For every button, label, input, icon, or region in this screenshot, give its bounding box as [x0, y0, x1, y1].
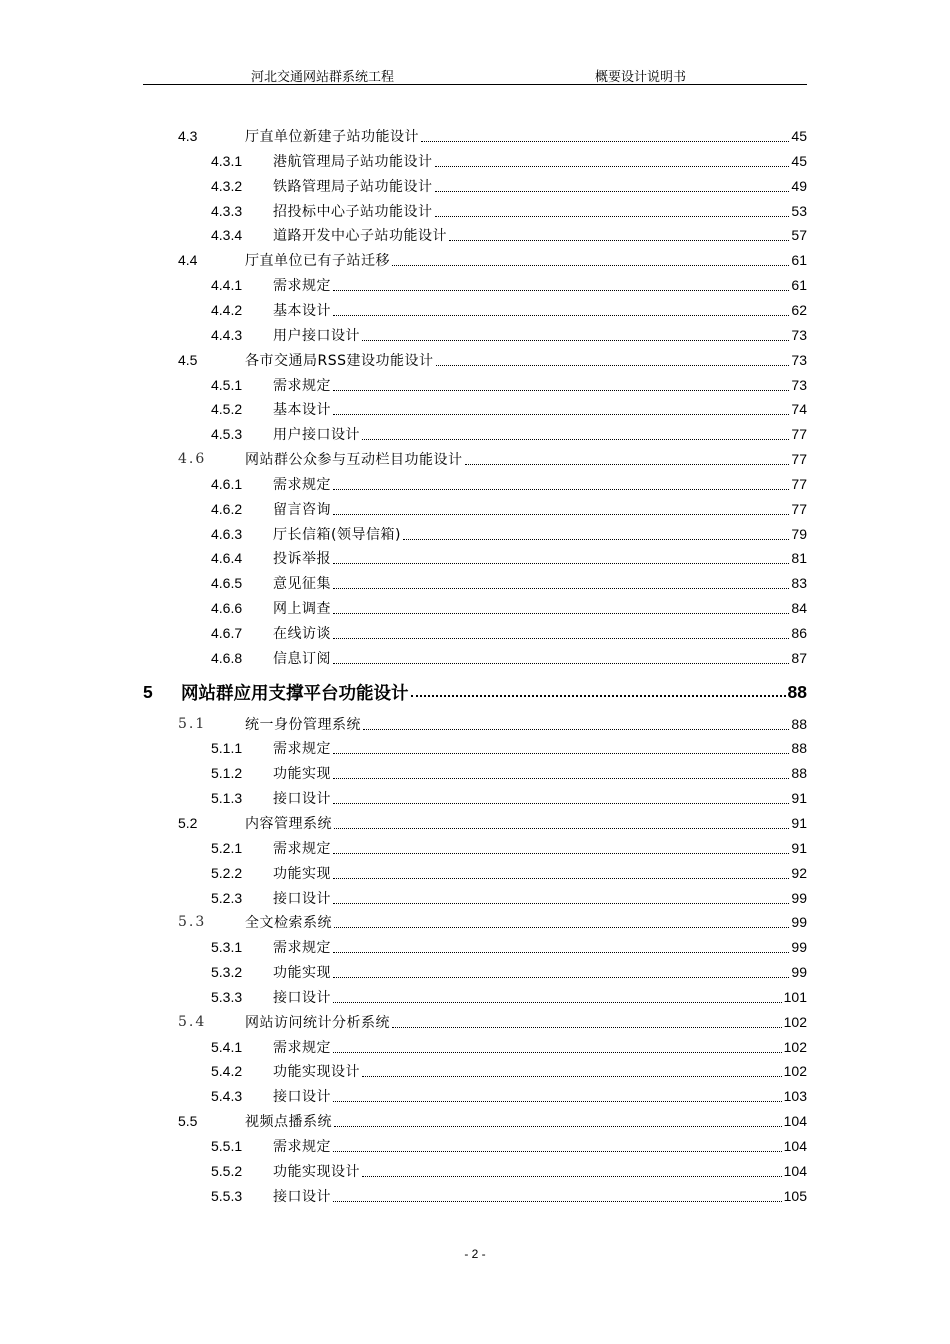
toc-entry[interactable] — [143, 1084, 807, 1108]
toc-dot-leader — [333, 1100, 782, 1102]
toc-entry-title: 用户接口设计 — [273, 427, 360, 444]
toc-dot-leader — [411, 694, 786, 697]
toc-entry[interactable] — [143, 397, 807, 421]
toc-entry-title: 网上调查 — [273, 601, 331, 618]
toc-entry-page: 87 — [791, 649, 807, 666]
toc-entry-title: 铁路管理局子站功能设计 — [273, 178, 433, 195]
toc-dot-leader — [333, 389, 789, 391]
toc-dot-leader — [362, 339, 789, 341]
toc-entry-page: 88 — [787, 682, 807, 703]
toc-dot-leader — [392, 264, 789, 266]
toc-dot-leader — [334, 1125, 782, 1127]
toc-entry-number: 4.6.8 — [211, 649, 243, 666]
toc-entry-title: 功能实现设计 — [273, 1064, 360, 1081]
toc-dot-leader — [333, 513, 789, 515]
toc-dot-leader — [392, 1026, 782, 1028]
toc-entry-title: 接口设计 — [273, 989, 331, 1006]
toc-entry-number: 4.5 — [178, 351, 198, 368]
toc-entry-title: 功能实现 — [273, 865, 331, 882]
toc-entry-page: 104 — [783, 1138, 807, 1154]
toc-entry-page: 73 — [791, 376, 807, 393]
toc-dot-leader — [449, 239, 789, 241]
toc-dot-leader — [435, 190, 790, 192]
toc-entry-page: 99 — [791, 889, 807, 906]
toc-entry-title: 留言咨询 — [273, 501, 331, 518]
toc-entry[interactable] — [143, 1059, 807, 1083]
toc-entry-page: 104 — [783, 1162, 807, 1179]
toc-entry-page: 91 — [791, 790, 807, 807]
toc-dot-leader — [333, 662, 789, 664]
toc-entry-page: 104 — [783, 1113, 807, 1130]
toc-dot-leader — [333, 587, 789, 589]
toc-dot-leader — [403, 538, 789, 540]
toc-entry[interactable] — [143, 348, 807, 372]
toc-dot-leader — [363, 728, 789, 730]
toc-entry-page: 61 — [791, 277, 807, 294]
toc-entry-title: 厅直单位已有子站迁移 — [245, 253, 390, 270]
toc-entry-number: 4.6 — [178, 451, 207, 468]
toc-dot-leader — [334, 827, 789, 829]
toc-entry-title: 需求规定 — [273, 840, 331, 857]
toc-entry-number: 4.6.1 — [211, 475, 243, 492]
toc-entry-page: 102 — [783, 1063, 807, 1080]
toc-entry-page: 91 — [791, 839, 807, 856]
toc-entry-number: 5.3 — [178, 914, 207, 931]
toc-entry-page: 77 — [791, 475, 807, 492]
toc-dot-leader — [333, 877, 789, 879]
toc-entry-page: 103 — [783, 1088, 807, 1105]
toc-entry-number: 5.5.1 — [211, 1138, 243, 1154]
toc-entry-title: 基本设计 — [273, 402, 331, 419]
toc-entry[interactable] — [143, 960, 807, 984]
toc-entry[interactable] — [143, 546, 807, 570]
toc-dot-leader — [334, 926, 789, 928]
toc-entry-page: 99 — [791, 939, 807, 956]
toc-entry[interactable] — [143, 124, 807, 148]
toc-dot-leader — [333, 289, 789, 291]
toc-entry-page: 61 — [791, 252, 807, 269]
toc-entry-title: 信息订阅 — [273, 650, 331, 667]
toc-entry-number: 4.4 — [178, 252, 198, 269]
toc-entry[interactable] — [143, 681, 807, 705]
toc-entry-title: 需求规定 — [273, 476, 331, 493]
toc-entry-number: 5.3.3 — [211, 988, 243, 1005]
toc-entry-number: 5.5.2 — [211, 1162, 243, 1179]
toc-dot-leader — [333, 612, 789, 614]
toc-dot-leader — [333, 752, 789, 754]
toc-entry-title: 投诉举报 — [273, 551, 331, 568]
toc-entry-page: 77 — [791, 426, 807, 443]
toc-entry-title: 需求规定 — [273, 1139, 331, 1155]
toc-entry-page: 105 — [783, 1187, 807, 1204]
toc-entry-number: 5.5 — [178, 1113, 198, 1130]
toc-entry[interactable] — [143, 621, 807, 645]
toc-dot-leader — [333, 637, 789, 639]
toc-entry-page: 77 — [791, 451, 807, 468]
toc-entry-page: 99 — [791, 964, 807, 981]
toc-entry-number: 4.6.7 — [211, 625, 243, 641]
toc-entry[interactable] — [143, 1184, 807, 1208]
header-document-project: 河北交通网站群系统工程 — [251, 70, 395, 85]
toc-entry-title: 道路开发中心子站功能设计 — [273, 228, 447, 245]
toc-entry-title: 需求规定 — [273, 940, 331, 957]
toc-entry-page: 45 — [791, 152, 807, 169]
toc-entry-number: 5.4.3 — [211, 1088, 243, 1105]
toc-entry-title: 统一身份管理系统 — [245, 716, 361, 733]
toc-entry[interactable] — [143, 985, 807, 1009]
toc-entry[interactable] — [143, 447, 807, 471]
toc-entry-page: 88 — [791, 765, 807, 782]
toc-dot-leader — [333, 562, 789, 564]
toc-dot-leader — [333, 802, 789, 804]
toc-entry-title: 需求规定 — [273, 741, 331, 758]
toc-entry-title: 全文检索系统 — [245, 915, 332, 932]
toc-entry-title: 用户接口设计 — [273, 327, 360, 344]
toc-dot-leader — [333, 902, 789, 904]
toc-entry[interactable] — [143, 373, 807, 397]
toc-entry-number: 4.6.3 — [211, 525, 243, 542]
page-header — [143, 62, 807, 85]
toc-entry-page: 83 — [791, 575, 807, 592]
toc-entry[interactable] — [143, 497, 807, 521]
toc-entry-number: 5.2.2 — [211, 864, 243, 881]
toc-entry-title: 网站群公众参与互动栏目功能设计 — [245, 452, 463, 469]
toc-entry[interactable] — [143, 1035, 807, 1059]
toc-entry-page: 77 — [791, 500, 807, 517]
toc-dot-leader — [333, 488, 789, 490]
toc-dot-leader — [333, 314, 789, 316]
toc-entry-title: 接口设计 — [273, 1188, 331, 1205]
toc-entry[interactable] — [143, 935, 807, 959]
toc-entry[interactable] — [143, 1010, 807, 1034]
toc-dot-leader — [436, 364, 790, 366]
toc-entry-title: 接口设计 — [273, 791, 331, 808]
toc-entry-title: 厅直单位新建子站功能设计 — [245, 129, 419, 145]
toc-entry-page: 73 — [791, 351, 807, 368]
toc-entry-number: 5.3.2 — [211, 964, 243, 981]
toc-entry-page: 92 — [791, 864, 807, 881]
toc-entry[interactable] — [143, 571, 807, 595]
toc-entry-number: 4.3.3 — [211, 202, 243, 219]
toc-entry-page: 49 — [791, 177, 807, 194]
toc-dot-leader — [333, 976, 789, 978]
toc-entry-number: 4.5.3 — [211, 426, 243, 443]
toc-entry-number: 5.1.1 — [211, 740, 243, 757]
toc-entry[interactable] — [143, 736, 807, 760]
toc-entry-number: 5.2.3 — [211, 889, 243, 906]
toc-entry-title: 基本设计 — [273, 302, 331, 319]
toc-dot-leader — [333, 852, 789, 854]
toc-entry[interactable] — [143, 712, 807, 736]
toc-entry-page: 102 — [783, 1013, 807, 1030]
toc-dot-leader — [333, 1051, 782, 1053]
page-number: - 2 - — [464, 1247, 486, 1261]
toc-entry-number: 5.1.2 — [211, 765, 243, 782]
toc-entry[interactable] — [143, 886, 807, 910]
toc-entry-title: 网站访问统计分析系统 — [245, 1014, 390, 1031]
toc-entry-title: 网站群应用支撑平台功能设计 — [181, 684, 409, 705]
toc-entry-number: 4.6.2 — [211, 500, 243, 517]
toc-entry[interactable] — [143, 596, 807, 620]
toc-entry-number: 4.6.6 — [211, 600, 243, 617]
toc-entry[interactable] — [143, 298, 807, 322]
toc-entry-number: 4.3 — [178, 128, 198, 144]
toc-entry-page: 57 — [791, 227, 807, 244]
toc-dot-leader — [435, 215, 790, 217]
toc-entry-number: 4.3.1 — [211, 152, 243, 169]
toc-dot-leader — [362, 438, 789, 440]
toc-entry-title: 招投标中心子站功能设计 — [273, 203, 433, 220]
toc-entry-number: 4.5.1 — [211, 376, 243, 393]
toc-entry-title: 厅长信箱(领导信箱) — [273, 526, 401, 543]
toc-entry-number: 5.4.1 — [211, 1038, 243, 1055]
toc-entry-number: 5.3.1 — [211, 939, 243, 956]
toc-entry-title: 接口设计 — [273, 1089, 331, 1106]
toc-entry-number: 4.4.2 — [211, 301, 243, 318]
toc-entry-number: 4.4.1 — [211, 277, 243, 294]
toc-entry-number: 5.1 — [178, 715, 207, 732]
toc-dot-leader — [435, 165, 790, 167]
toc-entry-number: 5.4 — [178, 1013, 207, 1030]
toc-entry[interactable] — [143, 861, 807, 885]
toc-entry-number: 4.6.4 — [211, 550, 243, 567]
toc-entry-number: 4.5.2 — [211, 401, 243, 418]
toc-entry-number: 5.1.3 — [211, 790, 243, 807]
toc-entry-title: 需求规定 — [273, 1039, 331, 1056]
toc-entry[interactable] — [143, 223, 807, 247]
toc-entry[interactable] — [143, 199, 807, 223]
toc-entry-page: 84 — [791, 600, 807, 617]
toc-entry[interactable] — [143, 149, 807, 173]
toc-entry-number: 5 — [143, 682, 153, 703]
toc-entry-page: 45 — [791, 128, 807, 144]
toc-entry-title: 各市交通局RSS建设功能设计 — [245, 352, 434, 369]
toc-entry-page: 86 — [791, 625, 807, 641]
toc-entry-page: 53 — [791, 202, 807, 219]
toc-entry-title: 意见征集 — [273, 576, 331, 593]
toc-entry-page: 74 — [791, 401, 807, 418]
toc-entry-page: 88 — [791, 740, 807, 757]
toc-entry[interactable] — [143, 786, 807, 810]
header-document-type: 概要设计说明书 — [595, 70, 687, 85]
toc-dot-leader — [421, 140, 789, 142]
toc-entry-page: 102 — [783, 1038, 807, 1055]
toc-entry[interactable] — [143, 472, 807, 496]
toc-entry[interactable] — [143, 1159, 807, 1183]
toc-entry-title: 接口设计 — [273, 890, 331, 907]
toc-entry[interactable] — [143, 836, 807, 860]
toc-entry[interactable] — [143, 174, 807, 198]
toc-dot-leader — [362, 1175, 782, 1177]
toc-entry-title: 功能实现设计 — [273, 1163, 360, 1180]
toc-dot-leader — [333, 1200, 782, 1202]
toc-dot-leader — [333, 1001, 782, 1003]
toc-entry-page: 73 — [791, 326, 807, 343]
toc-entry-page: 81 — [791, 550, 807, 567]
toc-entry-title: 功能实现 — [273, 965, 331, 982]
toc-entry-number: 4.6.5 — [211, 575, 243, 592]
toc-entry-title: 内容管理系统 — [245, 815, 332, 832]
toc-dot-leader — [333, 1150, 782, 1152]
toc-entry-title: 港航管理局子站功能设计 — [273, 153, 433, 170]
toc-entry[interactable] — [143, 910, 807, 934]
toc-entry-number: 4.4.3 — [211, 326, 243, 343]
toc-entry-page: 91 — [791, 814, 807, 831]
toc-entry-number: 4.3.2 — [211, 177, 243, 194]
toc-entry-number: 5.2 — [178, 814, 198, 831]
toc-entry-title: 功能实现 — [273, 766, 331, 783]
toc-entry-number: 5.5.3 — [211, 1187, 243, 1204]
toc-entry-number: 5.4.2 — [211, 1063, 243, 1080]
toc-entry-title: 需求规定 — [273, 377, 331, 394]
toc-dot-leader — [465, 463, 790, 465]
toc-entry-title: 视频点播系统 — [245, 1114, 332, 1131]
toc-dot-leader — [362, 1075, 782, 1077]
toc-entry-title: 需求规定 — [273, 278, 331, 295]
toc-entry[interactable] — [143, 273, 807, 297]
toc-entry[interactable] — [143, 248, 807, 272]
toc-entry[interactable] — [143, 811, 807, 835]
toc-entry-page: 79 — [791, 525, 807, 542]
toc-dot-leader — [333, 413, 789, 415]
toc-entry[interactable] — [143, 1109, 807, 1133]
toc-entry-page: 62 — [791, 301, 807, 318]
toc-entry[interactable] — [143, 1134, 807, 1158]
toc-entry-number: 5.2.1 — [211, 839, 243, 856]
toc-dot-leader — [333, 951, 789, 953]
toc-entry-page: 99 — [791, 914, 807, 931]
toc-entry[interactable] — [143, 323, 807, 347]
toc-entry[interactable] — [143, 422, 807, 446]
toc-entry-number: 4.3.4 — [211, 227, 243, 244]
toc-entry-title: 在线访谈 — [273, 626, 331, 642]
toc-dot-leader — [333, 777, 789, 779]
toc-entry[interactable] — [143, 761, 807, 785]
toc-entry[interactable] — [143, 522, 807, 546]
toc-entry-page: 88 — [791, 715, 807, 732]
toc-entry[interactable] — [143, 646, 807, 670]
toc-entry-page: 101 — [783, 988, 807, 1005]
